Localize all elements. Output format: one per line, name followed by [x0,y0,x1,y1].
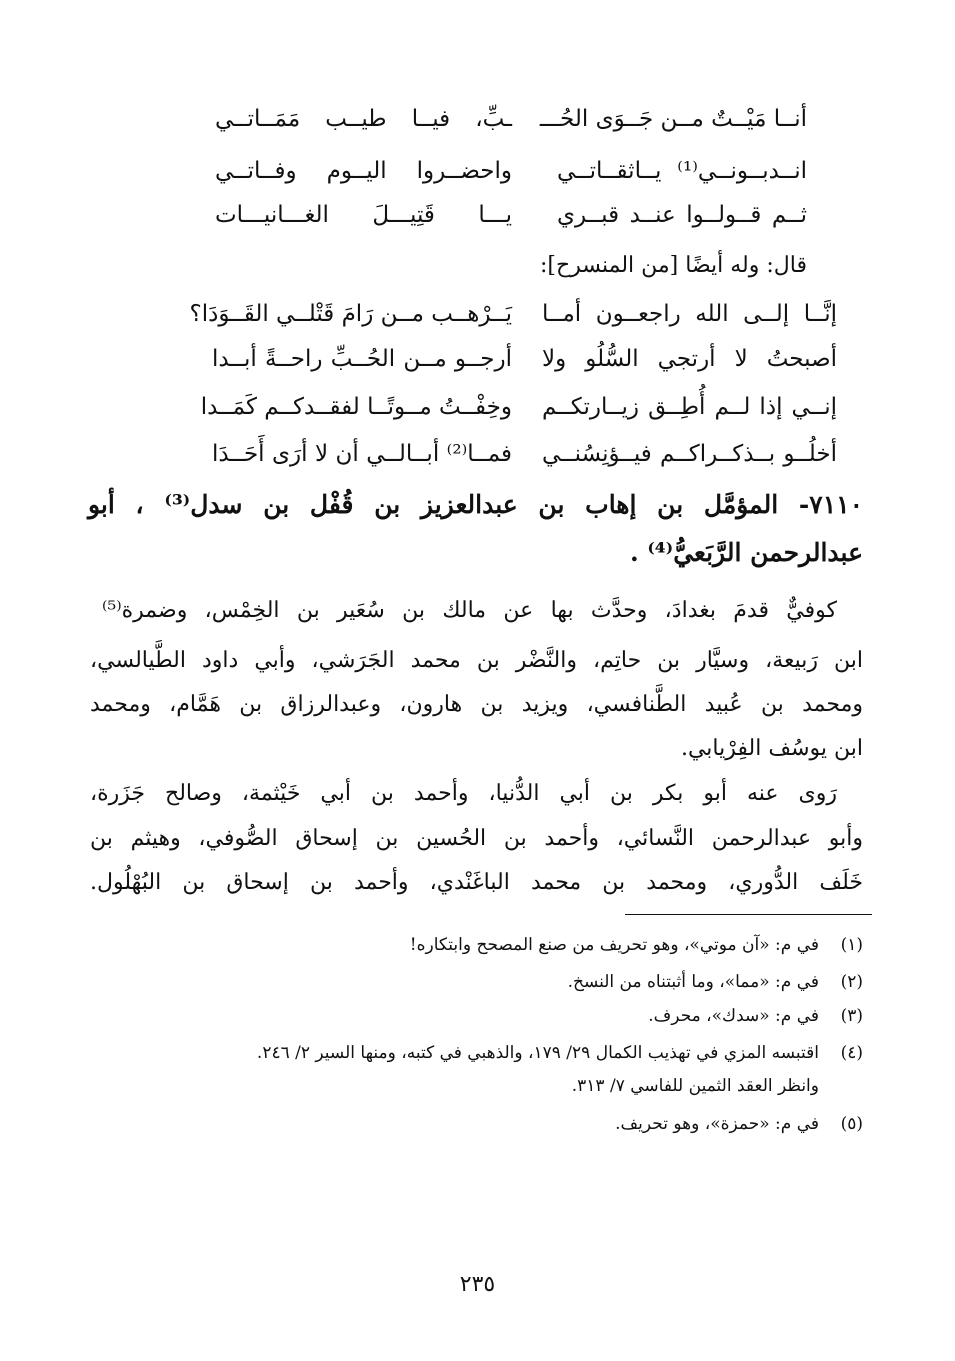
footnote-text: في م: «مما»، وما أثبتناه من النسخ. [567,972,819,992]
verse-line [215,108,807,131]
paragraph-line: وأبو عبدالرحمن النَّسائي، وأحمد بن الحُسين بن إسحاق الصُّوفي، وهيثم بن [90,826,863,851]
paragraph-line: ابن يوسُف الفِرْيابي. [680,736,863,761]
verse-hemistich-first: ثــم قــولــوا عنــد قبــري [557,202,807,228]
footnote [568,972,863,992]
page-number: ٢٣٥ [459,1272,496,1297]
verse-hemistich-second: واحضــروا اليــوم وفــاتــي [215,158,512,184]
footnote-separator [625,914,872,915]
verse-line [212,348,837,371]
verse-hemistich-second: فمــا⁽²⁾ أبــالــي أن لا أرَى أَحَــدَا [212,441,512,467]
verse-line [215,160,807,183]
verse-line [189,301,837,327]
paragraph-line: رَوى عنه أبو بكر بن أبي الدُّنيا، وأحمد بن أبي خَيْثمة، وصالح جَزَرة، [90,781,837,806]
footnote [257,1043,863,1063]
verse-hemistich-second: أرجــو مــن الحُــبِّ راحــةً أبــدا [212,346,512,372]
paragraph-line: كوفيٌّ قدمَ بغدادَ، وحدَّث بها عن مالك بن سُعَير بن الخِمْس، وضمرة⁽⁵⁾ [102,598,837,623]
footnote [410,935,863,955]
paragraph-line: خَلَف الدُّوري، ومحمد بن محمد الباغَنْدي، وأحمد بن إسحاق بن البُهْلُول. [90,870,863,895]
verse-hemistich-second: ـبِّ، فيــا طيــب مَمَــاتــي [215,106,512,132]
footnote-number: (٥) [840,1114,863,1134]
verse-hemistich-first: إنــي إذا لــم أُطِــق زيــارتكــم [542,394,837,420]
entry-heading-line: ٧١١٠- المؤمَّل بن إهاب بن عبدالعزيز بن قُفْل بن سدل⁽³⁾ ، أبو [88,490,863,519]
verse-hemistich-first: إنَّــا إلــى الله راجعــون أمــا [542,301,837,327]
verse-line [200,394,837,420]
verse-hemistich-second: يَــرْهــب مــن رَامَ قَتْلــي القَــوَدَا؟ [189,301,512,327]
footnote [615,1114,863,1134]
footnote-text: في م: «سدك»، محرف. [648,1006,819,1026]
footnote-text: في م: «آن موتي»، وهو تحريف من صنع المصحح وابتكاره! [409,935,819,955]
footnote-text: في م: «حمزة»، وهو تحريف. [615,1114,819,1134]
verse-hemistich-first: أخلُــو بــذكــراكــم فيــؤنِسُنــي [542,441,837,467]
paragraph-line: ابن رَبيعة، وسيَّار بن حاتِم، والنَّضْر بن محمد الجَرَشي، وأبي داود الطَّيالسي، [90,648,863,673]
footnote-number: (١) [840,935,863,955]
verse-hemistich-second: وخِفْــتُ مــوتًــا لفقــدكــم كَمَــدا [200,394,512,420]
poem-intro: قال: وله أيضًا [من المنسرح]: [540,253,807,278]
verse-line [215,204,807,227]
paragraph-line: ومحمد بن عُبيد الطَّنافسي، ويزيد بن هارون، وعبدالرزاق بن هَمَّام، ومحمد [90,692,863,717]
verse-line [212,443,837,466]
verse-hemistich-second: يـــا قَتِيـــلَ الغـــانيـــات [215,202,512,228]
footnote-number: (٢) [840,972,863,992]
verse-hemistich-first: انــدبــونــي⁽¹⁾ يــاثقــاتــي [557,158,807,184]
verse-hemistich-first: أنــا مَيْــتٌ مــن جَــوَى الحُـــ [539,106,807,132]
verse-hemistich-first: أصبحتُ لا أرتجي السُّلُو ولا [542,346,837,372]
footnote-number: (٣) [840,1006,863,1026]
footnote [648,1006,863,1026]
entry-heading-line: عبدالرحمن الرَّبَعيُّ⁽⁴⁾ . [629,538,863,567]
footnote-text: اقتبسه المزي في تهذيب الكمال ٢٩/ ١٧٩، والذهبي في كتبه، ومنها السير ٢/ ٢٤٦. [256,1043,819,1063]
footnote-number: (٤) [840,1043,863,1063]
footnote-continuation: وانظر العقد الثمين للفاسي ٧/ ٣١٣. [571,1076,819,1096]
